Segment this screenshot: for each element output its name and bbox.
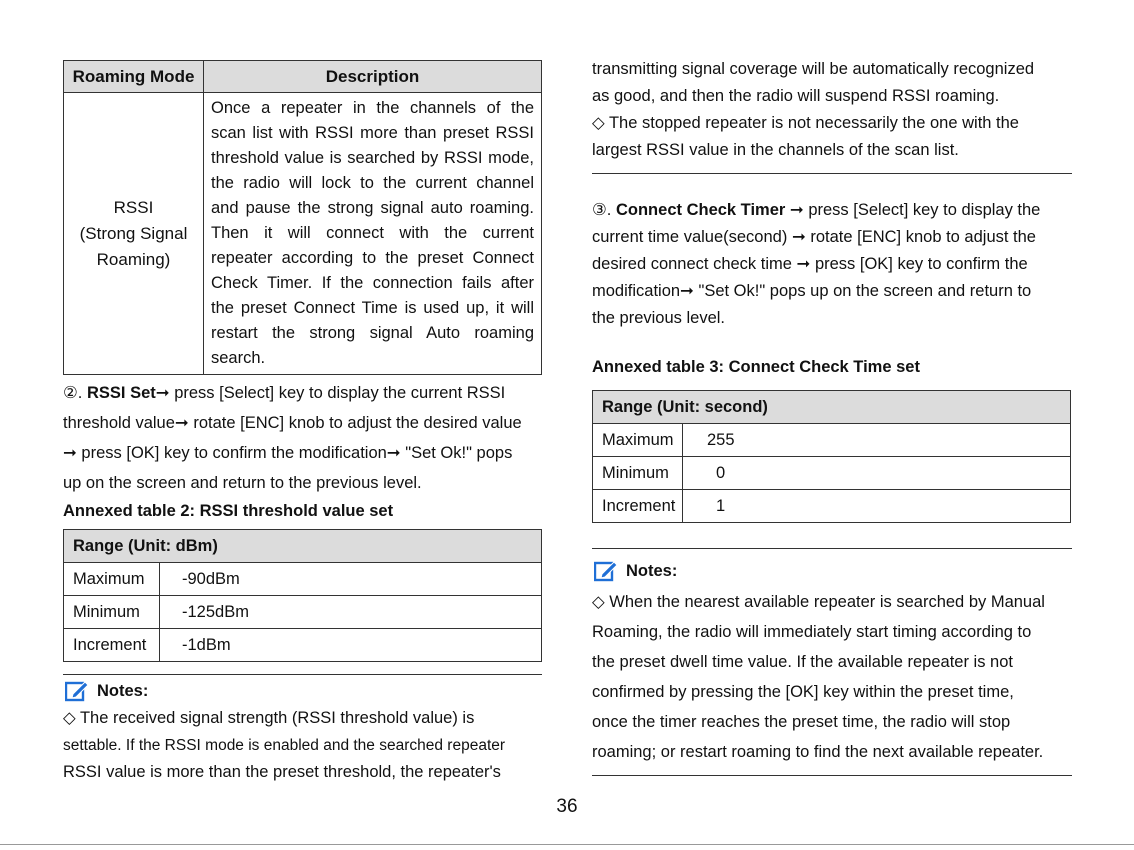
text: up on the screen and return to the previous level. (63, 474, 422, 492)
divider (592, 775, 1072, 776)
right-arrow-icon: ➞ (155, 384, 170, 402)
divider (63, 674, 542, 675)
header-description: Description (204, 61, 542, 93)
right-arrow-icon: ➞ (174, 414, 189, 432)
text: the previous level. (592, 309, 725, 327)
connect-check-time-table (592, 390, 1071, 523)
roaming-mode-cell (64, 93, 204, 375)
text: press [OK] key to confirm the (814, 255, 1028, 273)
notes-heading (594, 560, 677, 582)
notes-label: Notes: (626, 561, 678, 580)
text: modification (592, 282, 681, 300)
right-notes-text (592, 587, 1072, 767)
table2-header: Range (Unit: dBm) (64, 530, 542, 563)
roaming-mode-table (63, 60, 542, 375)
right-arrow-icon: ➞ (791, 228, 806, 246)
table-row (593, 457, 1071, 490)
row-value: -90dBm (160, 563, 542, 596)
note-line: the preset dwell time value. If the available repeater is not (592, 653, 1013, 671)
note-line: Roaming, the radio will immediately start timing according to (592, 623, 1032, 641)
table-row (593, 424, 1071, 457)
note-line: roaming; or restart roaming to find the next available repeater. (592, 743, 1044, 761)
note-line: largest RSSI value in the channels of the scan list. (592, 141, 959, 159)
note-line: as good, and then the radio will suspend RSSI roaming. (592, 87, 1000, 105)
note-line: RSSI value is more than the preset threshold, the repeater's (63, 763, 501, 781)
connect-check-title: Connect Check Timer (615, 201, 786, 219)
desc-line: Once a repeater in the channels of the (211, 99, 534, 117)
row-label: Minimum (593, 457, 683, 490)
row-value: 0 (683, 457, 1071, 490)
text: current time value(second) (592, 228, 788, 246)
row-label: Minimum (64, 596, 160, 629)
desc-line: repeater according to the preset Connect (211, 249, 534, 267)
right-arrow-icon: ➞ (63, 444, 77, 462)
note-line: once the timer reaches the preset time, the radio will stop (592, 713, 1011, 731)
row-value: -125dBm (160, 596, 542, 629)
right-arrow-icon: ➞ (789, 201, 804, 219)
notes-heading (65, 680, 148, 702)
continued-notes (592, 56, 1072, 164)
row-value: 255 (683, 424, 1071, 457)
text: press [OK] key to confirm the modification (81, 444, 387, 462)
table-row (64, 563, 542, 596)
table3-title: Annexed table 3: Connect Check Time set (592, 358, 920, 376)
table-row (64, 596, 542, 629)
mode-line: (Strong Signal (79, 223, 188, 243)
note-edit-icon (65, 680, 89, 702)
desc-line: restart the strong signal Auto roaming (211, 324, 534, 342)
mode-line: RSSI (113, 197, 154, 217)
divider (592, 173, 1072, 174)
rssi-set-paragraph (63, 378, 542, 498)
desc-line: Check Timer. If the connection fails after (211, 274, 534, 292)
table-row (593, 490, 1071, 523)
connect-check-paragraph (592, 197, 1072, 332)
note-line: ◇ The received signal strength (RSSI threshold value) is (63, 709, 475, 727)
note-line: transmitting signal coverage will be automatically recognized (592, 60, 1035, 78)
desc-line: threshold value is searched by RSSI mode, (211, 149, 534, 167)
table-row (64, 629, 542, 662)
row-label: Increment (64, 629, 160, 662)
desc-line: search. (211, 349, 266, 367)
header-roaming-mode: Roaming Mode (64, 61, 204, 93)
rssi-set-title: RSSI Set (86, 384, 156, 402)
note-line: settable. If the RSSI mode is enabled and the searched repeater (63, 737, 506, 754)
desc-line: the radio will lock to the current channel (211, 174, 534, 192)
text: "Set Ok!" pops up on the screen and return to (698, 282, 1032, 300)
text: press [Select] key to display the (808, 201, 1041, 219)
desc-line: Then it will connect with the current (211, 224, 534, 242)
note-line: confirmed by pressing the [OK] key within the preset time, (592, 683, 1014, 701)
note-edit-icon (594, 560, 618, 582)
table3-header: Range (Unit: second) (593, 391, 1071, 424)
text: desired connect check time (592, 255, 792, 273)
row-value: 1 (683, 490, 1071, 523)
step-number: ③. (592, 201, 612, 219)
right-arrow-icon: ➞ (796, 255, 811, 273)
text: press [Select] key to display the current RSSI (174, 384, 506, 402)
notes-label: Notes: (97, 681, 149, 700)
note-line: ◇ When the nearest available repeater is searched by Manual (592, 593, 1045, 611)
description-cell (204, 93, 542, 375)
text: threshold value (63, 414, 175, 432)
right-arrow-icon: ➞ (386, 444, 401, 462)
note-line: ◇ The stopped repeater is not necessarily the one with the (592, 114, 1019, 132)
rssi-threshold-table (63, 529, 542, 662)
text: rotate [ENC] knob to adjust the (810, 228, 1036, 246)
desc-line: the preset Connect Time is used up, it will (211, 299, 534, 317)
step-number: ②. (63, 384, 83, 402)
desc-line: and pause the strong signal auto roaming. (211, 199, 534, 217)
desc-line: scan list with RSSI more than preset RSSI (211, 124, 534, 142)
page-bottom-rule (0, 844, 1134, 845)
table2-title: Annexed table 2: RSSI threshold value set (63, 502, 394, 520)
row-label: Increment (593, 490, 683, 523)
right-arrow-icon: ➞ (680, 282, 694, 300)
row-value: -1dBm (160, 629, 542, 662)
text: rotate [ENC] knob to adjust the desired value (193, 414, 522, 432)
mode-line: Roaming) (96, 249, 171, 269)
row-label: Maximum (593, 424, 683, 457)
page-number: 36 (556, 796, 578, 817)
text: "Set Ok!" pops (405, 444, 513, 462)
left-notes-text (63, 705, 542, 786)
divider (592, 548, 1072, 549)
row-label: Maximum (64, 563, 160, 596)
